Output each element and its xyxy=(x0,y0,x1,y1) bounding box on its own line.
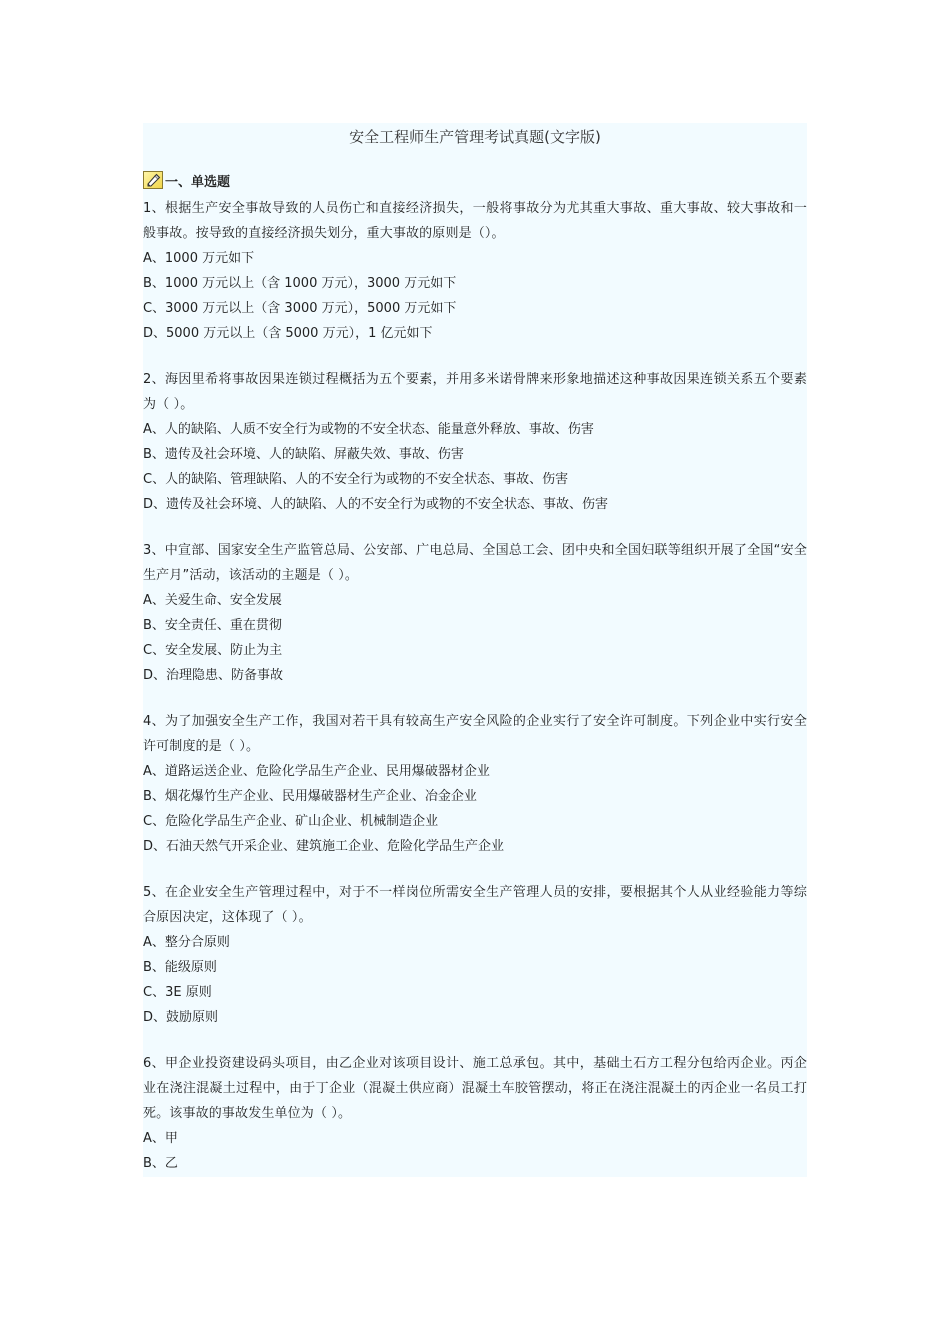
answer-option: D、鼓励原则 xyxy=(143,1010,219,1025)
question-list xyxy=(143,196,807,1197)
question-stem: 4、为了加强安全生产工作，我国对若干具有较高生产安全风险的企业实行了安全许可制度。下列企业中实行安全许可制度的是（ ）。 xyxy=(143,714,807,754)
answer-option: A、道路运送企业、危险化学品生产企业、民用爆破器材企业 xyxy=(143,764,490,779)
answer-option: B、安全责任、重在贯彻 xyxy=(143,618,282,633)
question-block xyxy=(143,1051,807,1176)
edit-note-icon xyxy=(143,171,163,189)
answer-option: B、1000 万元以上（含 1000 万元），3000 万元如下 xyxy=(143,276,457,291)
answer-option: D、遗传及社会环境、人的缺陷、人的不安全行为或物的不安全状态、事故、伤害 xyxy=(143,497,609,512)
question-block xyxy=(143,880,807,1030)
answer-option: C、3000 万元以上（含 3000 万元），5000 万元如下 xyxy=(143,301,457,316)
answer-option: A、人的缺陷、人质不安全行为或物的不安全状态、能量意外释放、事故、伤害 xyxy=(143,422,594,437)
answer-option: A、整分合原则 xyxy=(143,935,230,950)
question-block xyxy=(143,709,807,859)
answer-option: A、1000 万元如下 xyxy=(143,251,255,266)
document-page xyxy=(143,123,807,1177)
answer-option: B、乙 xyxy=(143,1156,178,1171)
question-stem: 3、中宣部、国家安全生产监管总局、公安部、广电总局、全国总工会、团中央和全国妇联等组织开展了全国“安全生产月”活动，该活动的主题是（ ）。 xyxy=(143,543,807,583)
answer-option: B、遗传及社会环境、人的缺陷、屏蔽失效、事故、伤害 xyxy=(143,447,464,462)
answer-option: D、治理隐患、防备事故 xyxy=(143,668,284,683)
question-stem: 5、在企业安全生产管理过程中，对于不一样岗位所需安全生产管理人员的安排，要根据其个人从业经验能力等综合原因决定，这体现了（ ）。 xyxy=(143,885,807,925)
question-stem: 2、海因里希将事故因果连锁过程概括为五个要素，并用多米诺骨牌来形象地描述这种事故因果连锁关系五个要素为（ ）。 xyxy=(143,372,807,412)
answer-option: C、安全发展、防止为主 xyxy=(143,643,283,658)
answer-option: D、石油天然气开采企业、建筑施工企业、危险化学品生产企业 xyxy=(143,839,505,854)
answer-option: C、3E 原则 xyxy=(143,985,212,1000)
section-title: 一、单选题 xyxy=(165,174,231,190)
document-title: 安全工程师生产管理考试真题(文字版) xyxy=(349,128,601,146)
question-stem: 6、甲企业投资建设码头项目，由乙企业对该项目设计、施工总承包。其中，基础土石方工程分包给丙企业。丙企业在浇注混凝土过程中，由于丁企业（混凝土供应商）混凝土车胶管摆动，将正在浇注混凝土的丙企业一名员工打死。该事故的事故发生单位为（ ）。 xyxy=(143,1056,807,1121)
answer-option: A、关爱生命、安全发展 xyxy=(143,593,282,608)
question-block xyxy=(143,196,807,346)
section-header xyxy=(143,169,230,191)
edit-note-icon-glyph xyxy=(145,173,161,187)
answer-option: D、5000 万元以上（含 5000 万元），1 亿元如下 xyxy=(143,326,433,341)
answer-option: A、甲 xyxy=(143,1131,178,1146)
answer-option: B、烟花爆竹生产企业、民用爆破器材生产企业、冶金企业 xyxy=(143,789,477,804)
answer-option: B、能级原则 xyxy=(143,960,217,975)
answer-option: C、人的缺陷、管理缺陷、人的不安全行为或物的不安全状态、事故、伤害 xyxy=(143,472,569,487)
question-block xyxy=(143,367,807,517)
question-block xyxy=(143,538,807,688)
answer-option: C、危险化学品生产企业、矿山企业、机械制造企业 xyxy=(143,814,439,829)
question-stem: 1、根据生产安全事故导致的人员伤亡和直接经济损失，一般将事故分为尤其重大事故、重大事故、较大事故和一般事故。按导致的直接经济损失划分，重大事故的原则是（）。 xyxy=(143,201,807,241)
